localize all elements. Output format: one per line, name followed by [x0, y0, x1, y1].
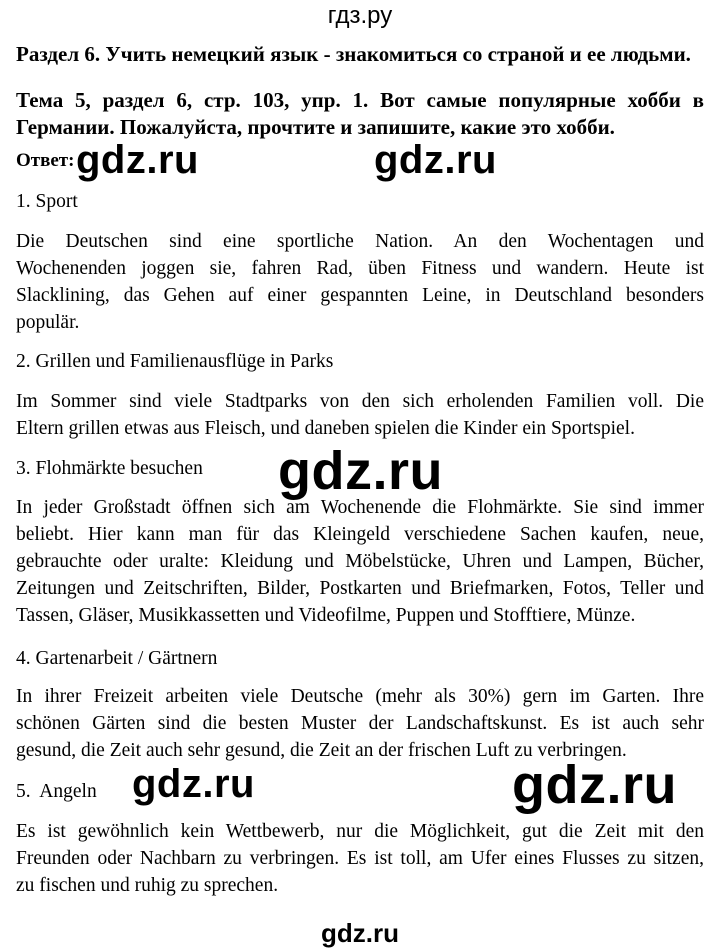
footer-watermark: gdz.ru — [321, 918, 399, 948]
paragraph-line: gebrauchte oder uralte: Kleidung und Möbelstücke, Uhren und Lampen, Bücher, — [16, 551, 704, 572]
paragraph-line: In ihrer Freizeit arbeiten viele Deutsche (mehr als 30%) gern im Garten. Ihre — [16, 686, 704, 707]
paragraph-line: Im Sommer sind viele Stadtparks von den sich erholenden Familien voll. Die — [16, 391, 704, 412]
watermark: gdz.ru — [132, 762, 255, 806]
site-header: гдз.ру — [327, 2, 393, 29]
item-heading: 2. Grillen und Familienausflüge in Parks — [16, 351, 334, 372]
item-heading: 5. Angeln — [16, 781, 97, 802]
paragraph-line: beliebt. Hier kann man für das Kleingeld verschiedene Sachen kaufen, neue, — [16, 524, 704, 545]
item-heading: 1. Sport — [16, 191, 78, 212]
paragraph-line: populär. — [16, 312, 80, 333]
paragraph-line: schönen Gärten sind die besten Muster der Landschaftskunst. Es ist auch sehr — [16, 713, 704, 734]
paragraph-line: Die Deutschen sind eine sportliche Nation. An den Wochentagen und — [16, 231, 704, 252]
paragraph-line: Es ist gewöhnlich kein Wettbewerb, nur die Möglichkeit, gut die Zeit mit den — [16, 821, 704, 842]
task-line-2: Германии. Пожалуйста, прочтите и запишите, какие это хобби. — [16, 115, 615, 139]
answer-label: Ответ: — [16, 150, 75, 171]
watermark: gdz.ru — [374, 138, 497, 182]
paragraph-line: In jeder Großstadt öffnen sich am Wochenende die Flohmärkte. Sie sind immer — [16, 497, 704, 518]
paragraph-line: Freunden oder Nachbarn zu verbringen. Es ist toll, am Ufer eines Flusses zu sitzen, — [16, 848, 704, 869]
watermark: gdz.ru — [512, 755, 677, 815]
item-heading: 3. Flohmärkte besuchen — [16, 458, 203, 479]
section-title: Раздел 6. Учить немецкий язык - знакомиться со страной и ее людьми. — [16, 42, 691, 66]
task-line-1: Тема 5, раздел 6, стр. 103, упр. 1. Вот самые популярные хобби в — [16, 88, 704, 112]
paragraph-line: Tassen, Gläser, Musikkassetten und Videofilme, Puppen und Stofftiere, Münze. — [16, 605, 636, 626]
paragraph-line: Zeitungen und Zeitschriften, Bilder, Postkarten und Briefmarken, Fotos, Teller und — [16, 578, 704, 599]
paragraph-line: Eltern grillen etwas aus Fleisch, und daneben spielen die Kinder ein Sportspiel. — [16, 418, 635, 439]
paragraph-line: zu fischen und ruhig zu sprechen. — [16, 875, 279, 896]
paragraph-line: gesund, die Zeit auch sehr gesund, die Zeit an der frischen Luft zu verbringen. — [16, 740, 627, 761]
paragraph-line: Wochenenden joggen sie, fahren Rad, üben Fitness und wandern. Heute ist — [16, 258, 704, 279]
item-heading: 4. Gartenarbeit / Gärtnern — [16, 648, 218, 669]
watermark: gdz.ru — [278, 441, 443, 501]
paragraph-line: Slacklining, das Gehen auf einer gespannten Leine, in Deutschland besonders — [16, 285, 704, 306]
watermark: gdz.ru — [76, 138, 199, 182]
